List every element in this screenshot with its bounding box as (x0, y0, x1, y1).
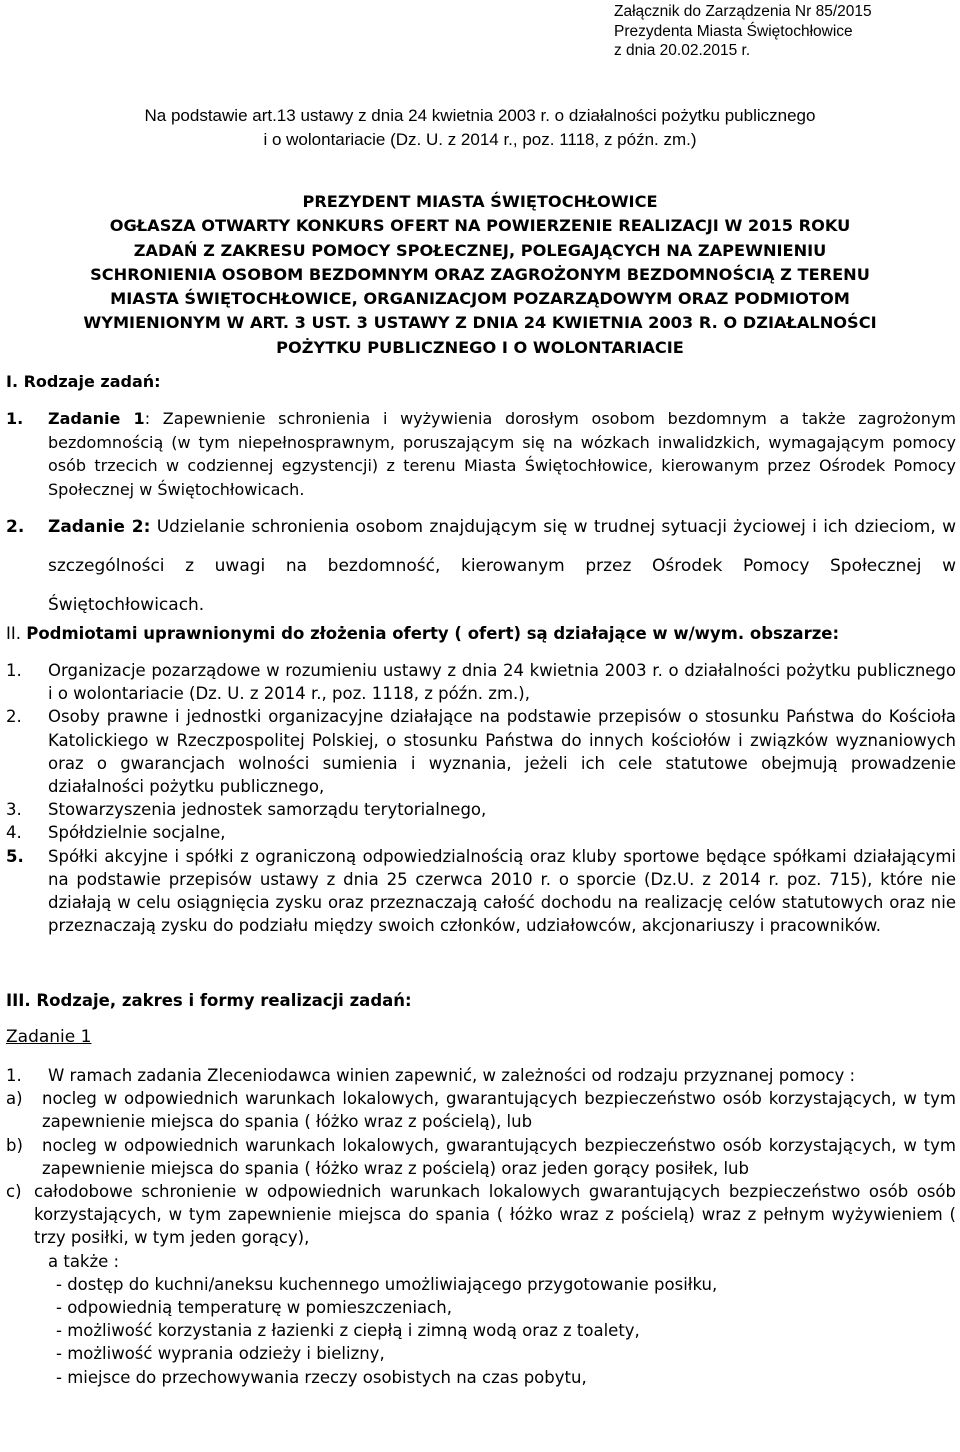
task-1-label: Zadanie 1 (48, 409, 145, 428)
task-1-description: : Zapewnienie schronienia i wyżywienia dorosłym osobom bezdomnym a także zagrożonym bezdomnością (w tym niepełnosprawnym, poruszającym się na wózkach inwalidzkich, wymagającym pomocy osób trzecich w codziennej egzystencji) z terenu Miasta Świętochłowice, kierowanym przez Ośrodek Pomocy Społecznej w Świętochłowicach. (48, 409, 957, 499)
list-item (6, 1064, 956, 1087)
legal-basis-line: Na podstawie art.13 ustawy z dnia 24 kwietnia 2003 r. o działalności pożytku publicznego (144, 106, 816, 125)
dash-item: - dostęp do kuchni/aneksu kuchennego umożliwiającego przygotowanie posiłku, (56, 1274, 718, 1294)
list-item-number: 2. (6, 707, 22, 727)
list-item (6, 1180, 956, 1250)
section-2-heading: Podmiotami uprawnionymi do złożenia oferty ( ofert) są działające w w/wym. obszarze: (26, 624, 840, 643)
section-2-number: II. (6, 624, 21, 643)
list-item-letter: a) (6, 1089, 23, 1109)
list-item (6, 705, 956, 798)
list-item (6, 798, 956, 821)
dash-item: - możliwość wyprania odzieży i bielizny, (56, 1344, 385, 1364)
heading-line: ZADAŃ Z ZAKRESU POMOCY SPOŁECZNEJ, POLEGAJĄCYCH NA ZAPEWNIENIU (133, 240, 827, 260)
list-item-number: 5. (6, 846, 24, 866)
task-2-number: 2. (6, 517, 25, 537)
legal-basis (0, 104, 960, 152)
list-item (6, 659, 956, 705)
task-1 (6, 407, 956, 501)
annex-line: Prezydenta Miasta Świętochłowice (614, 22, 853, 40)
list-item-letter: b) (6, 1135, 23, 1155)
list-item-number: 4. (6, 823, 22, 843)
list-item-text: Organizacje pozarządowe w rozumieniu ustawy z dnia 24 kwietnia 2003 r. o działalności pożytku publicznego i o wolontariacie (Dz. U. z 2014 r., poz. 1118, z późn. zm.), (48, 661, 956, 704)
list-item (6, 1087, 956, 1133)
list-item-text: Osoby prawne i jednostki organizacyjne działające na podstawie przepisów o stosunku Państwa do Kościoła Katolickiego w Rzeczpospolitej Polskiej, o stosunku Państwa do innych kościołów i związków wyznaniowych oraz o gwarancjach wolności sumienia i wyznania, jeżeli ich cele statutowe obejmują prowadzenie działalności pożytku publicznego, (48, 707, 956, 797)
task-2 (6, 508, 956, 625)
list-item-text: W ramach zadania Zleceniodawca winien zapewnić, w zależności od rodzaju przyznanej pomocy : (48, 1066, 856, 1085)
heading-line: MIASTA ŚWIĘTOCHŁOWICE, ORGANIZACJOM POZARZĄDOWYM ORAZ PODMIOTOM (110, 289, 850, 309)
list-item-text: nocleg w odpowiednich warunkach lokalowych, gwarantujących bezpieczeństwo osób korzystających, w tym zapewnienie miejsca do spania ( łóżko wraz z pościelą) oraz jeden gorący posiłek, lub (42, 1135, 956, 1178)
list-item (6, 1134, 956, 1180)
annex-line: z dnia 20.02.2015 r. (614, 42, 751, 59)
task-2-label: Zadanie 2: (48, 517, 151, 537)
section-3-subtitle: Zadanie 1 (6, 1027, 92, 1047)
list-item-text: Stowarzyszenia jednostek samorządu terytorialnego, (48, 800, 487, 820)
heading-line: WYMIENIONYM W ART. 3 UST. 3 USTAWY Z DNIA 24 KWIETNIA 2003 R. O DZIAŁALNOŚCI (83, 313, 877, 333)
dash-item: - miejsce do przechowywania rzeczy osobistych na czas pobytu, (56, 1367, 587, 1387)
task-1-text (6, 407, 956, 501)
annex-note (614, 2, 872, 61)
list-item-number: 1. (6, 1066, 22, 1085)
legal-basis-line: i o wolontariacie (Dz. U. z 2014 r., poz. 1118, z późn. zm.) (263, 130, 697, 149)
task-2-text (6, 508, 956, 625)
list-item-text: całodobowe schronienie w odpowiednich warunkach lokalowych gwarantujących bezpieczeństwo osób osób korzystających, w tym zapewnienie miejsca do spania ( łóżko wraz z pościelą) wraz z pełnym wyżywieniem ( trzy posiłki, w tym jeden gorący), (34, 1182, 956, 1248)
dash-item: - możliwość korzystania z łazienki z ciepłą i zimną wodą oraz z toalety, (56, 1321, 640, 1341)
dash-item: - odpowiednią temperaturę w pomieszczeniach, (56, 1298, 452, 1318)
section-1-title: I. Rodzaje zadań: (6, 372, 161, 391)
section-2-title (6, 624, 839, 643)
eligible-entities-list (6, 659, 956, 937)
list-item-text: Spółdzielnie socjalne, (48, 823, 226, 843)
list-item-letter: c) (6, 1182, 22, 1202)
list-item-number: 3. (6, 800, 22, 820)
heading-line: PREZYDENT MIASTA ŚWIĘTOCHŁOWICE (302, 192, 658, 211)
section-3-title: III. Rodzaje, zakres i formy realizacji zadań: (6, 991, 412, 1010)
list-item (6, 845, 956, 938)
list-item-text: nocleg w odpowiednich warunkach lokalowych, gwarantujących bezpieczeństwo osób korzystających, w tym zapewnienie miejsca do spania ( łóżko wraz z pościelą), lub (42, 1089, 956, 1132)
heading-line: OGŁASZA OTWARTY KONKURS OFERT NA POWIERZENIE REALIZACJI W 2015 ROKU (109, 216, 851, 236)
list-item (6, 821, 956, 844)
task-scope-list (6, 1064, 956, 1389)
task-1-number: 1. (6, 409, 24, 428)
heading-line: SCHRONIENIA OSOBOM BEZDOMNYM ORAZ ZAGROŻONYM BEZDOMNOŚCIĄ Z TERENU (90, 264, 870, 284)
annex-line: Załącznik do Zarządzenia Nr 85/2015 (614, 3, 872, 20)
list-item-number: 1. (6, 661, 22, 680)
also-label: a także : (48, 1251, 120, 1271)
announcement-heading (0, 190, 960, 360)
list-item-text: Spółki akcyjne i spółki z ograniczoną odpowiedzialnością oraz kluby sportowe będące spółkami działającymi na podstawie przepisów ustawy z dnia 25 czerwca 2010 r. o sporcie (Dz.U. z 2014 r. poz. 715), które nie działają w celu osiągnięcia zysku oraz przeznaczają całość dochodu na realizację celów statutowych oraz nie przeznaczają zysku do podziału między swoich członków, udziałowców, akcjonariuszy i pracowników. (48, 846, 956, 936)
task-2-description: Udzielanie schronienia osobom znajdującym się w trudnej sytuacji życiowej i ich dzieciom, w szczególności z uwagi na bezdomność, kierowanym przez Ośrodek Pomocy Społecznej w Świętochłowicach. (48, 517, 956, 615)
heading-line: POŻYTKU PUBLICZNEGO I O WOLONTARIACIE (276, 337, 684, 357)
